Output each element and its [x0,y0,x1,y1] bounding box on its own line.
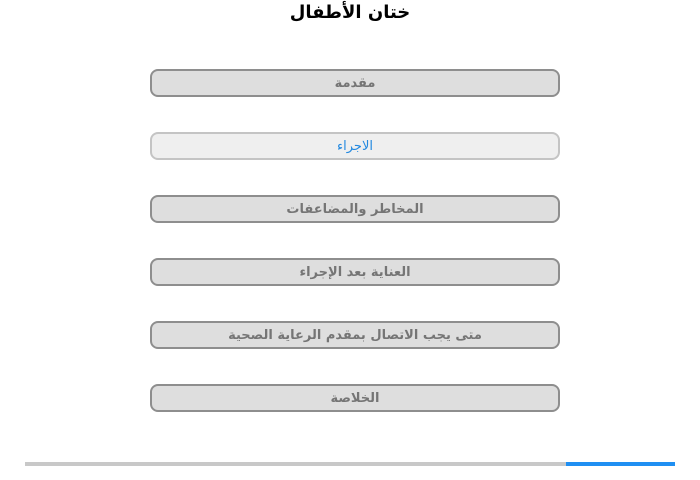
menu-item-label: المخاطر والمضاعفات [286,201,424,217]
menu-item-label: مقدمة [334,75,376,91]
menu-item-aftercare[interactable] [150,258,560,286]
menu-item-procedure[interactable] [150,132,560,160]
menu-item-summary[interactable] [150,384,560,412]
section-menu [150,69,560,447]
menu-item-introduction[interactable] [150,69,560,97]
menu-item-when-to-call[interactable] [150,321,560,349]
menu-item-label: متى يجب الاتصال بمقدم الرعاية الصحية [228,327,482,343]
page-title: ختان الأطفال [289,2,411,23]
menu-item-risks[interactable] [150,195,560,223]
menu-item-label: الاجراء [337,138,373,154]
menu-item-label: الخلاصة [330,390,380,406]
progress-bar [25,462,675,466]
menu-item-label: العناية بعد الإجراء [299,264,411,280]
progress-bar-fill [566,462,675,466]
